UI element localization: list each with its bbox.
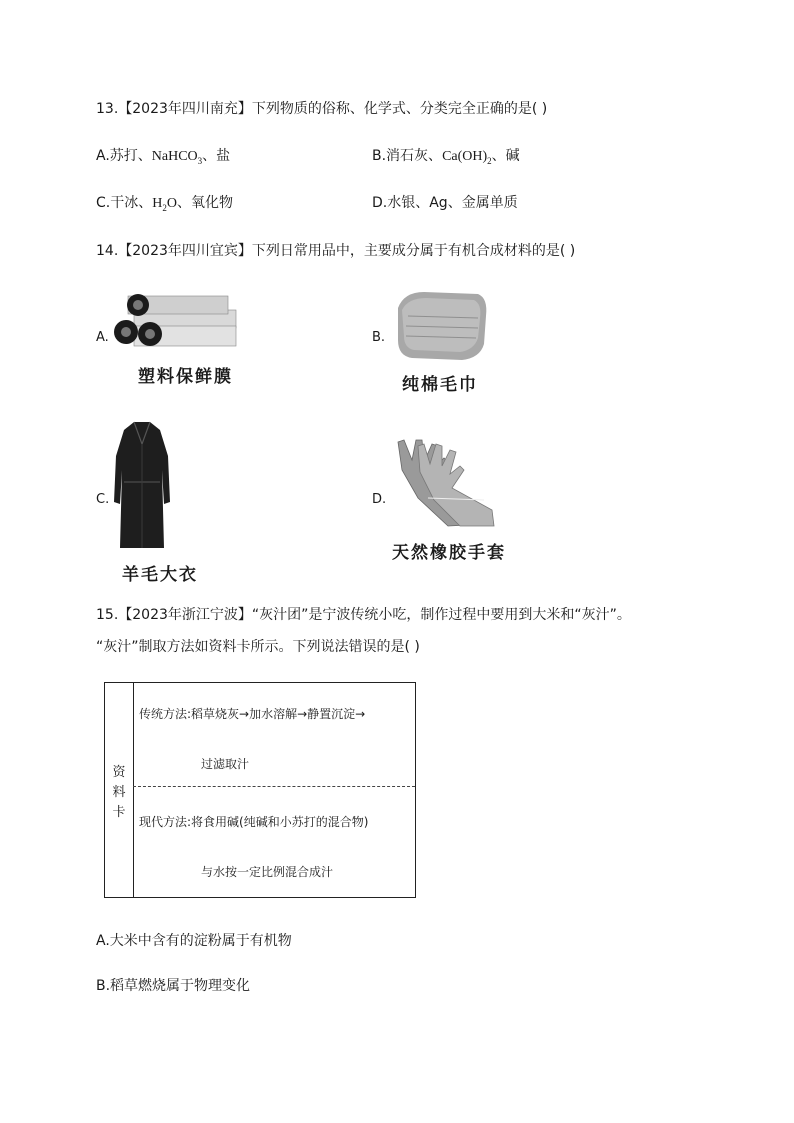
q13-b-sub: 2 — [487, 155, 492, 166]
q13-c-suffix: 、氧化物 — [176, 195, 233, 211]
rubber-gloves-icon — [388, 436, 496, 530]
q13-option-a[interactable] — [96, 145, 230, 166]
info-card — [104, 682, 416, 898]
q13-c-formula: H — [152, 196, 163, 211]
info-card-divider — [133, 786, 415, 787]
q13-a-suffix: 、盐 — [202, 148, 231, 164]
info-card-side-label: 资 料 卡 — [112, 765, 126, 820]
q13-b-suffix: 、碱 — [491, 148, 520, 164]
q13-option-b[interactable] — [372, 145, 520, 166]
q14-option-c-caption: 羊毛大衣 — [122, 565, 198, 585]
q13-b-formula: Ca(OH) — [442, 149, 488, 164]
modern-method-line1: 现代方法:将食用碱(纯碱和小苏打的混合物) — [139, 815, 369, 829]
plastic-wrap-rolls-icon — [112, 292, 242, 358]
modern-method-line2: 与水按一定比例混合成汁 — [201, 865, 334, 879]
q15-option-b[interactable]: B.稻草燃烧属于物理变化 — [96, 978, 251, 994]
wool-coat-icon — [112, 420, 172, 554]
q13-c-formula2: O — [166, 196, 177, 211]
q13-option-d[interactable]: D.水银、Ag、金属单质 — [372, 195, 518, 211]
q13-c-prefix: C.干冰、 — [96, 195, 153, 211]
q14-option-b-letter[interactable]: B. — [372, 330, 386, 345]
q14-option-d-letter[interactable]: D. — [372, 492, 387, 507]
q14-option-d-caption: 天然橡胶手套 — [392, 543, 506, 563]
q13-c-sub: 2 — [162, 202, 167, 213]
traditional-method-line1: 传统方法:稻草烧灰→加水溶解→静置沉淀→ — [139, 707, 366, 721]
q14-stem: 14.【2023年四川宜宾】下列日常用品中，主要成分属于有机合成材料的是( ) — [96, 243, 576, 259]
q13-a-sub: 3 — [197, 155, 203, 166]
traditional-method-line2: 过滤取汁 — [201, 757, 250, 771]
q15-option-a[interactable]: A.大米中含有的淀粉属于有机物 — [96, 933, 292, 949]
q14-option-a-caption: 塑料保鲜膜 — [138, 367, 233, 387]
q13-b-prefix: B.消石灰、 — [372, 148, 443, 164]
towel-icon — [392, 286, 492, 366]
q15-stem-line1: 15.【2023年浙江宁波】“灰汁团”是宁波传统小吃，制作过程中要用到大米和“灰汁”。 — [96, 607, 631, 623]
q13-option-c[interactable] — [96, 192, 233, 213]
q14-option-b-caption: 纯棉毛巾 — [402, 375, 478, 395]
q15-stem-line2: “灰汁”制取方法如资料卡所示。下列说法错误的是( ) — [96, 639, 420, 655]
q14-option-a-letter[interactable]: A. — [96, 330, 109, 345]
q14-option-c-letter[interactable]: C. — [96, 492, 110, 507]
q13-a-formula: NaHCO — [151, 149, 198, 164]
q13-stem: 13.【2023年四川南充】下列物质的俗称、化学式、分类完全正确的是( ) — [96, 101, 548, 117]
q13-a-prefix: A.苏打、 — [96, 148, 152, 164]
